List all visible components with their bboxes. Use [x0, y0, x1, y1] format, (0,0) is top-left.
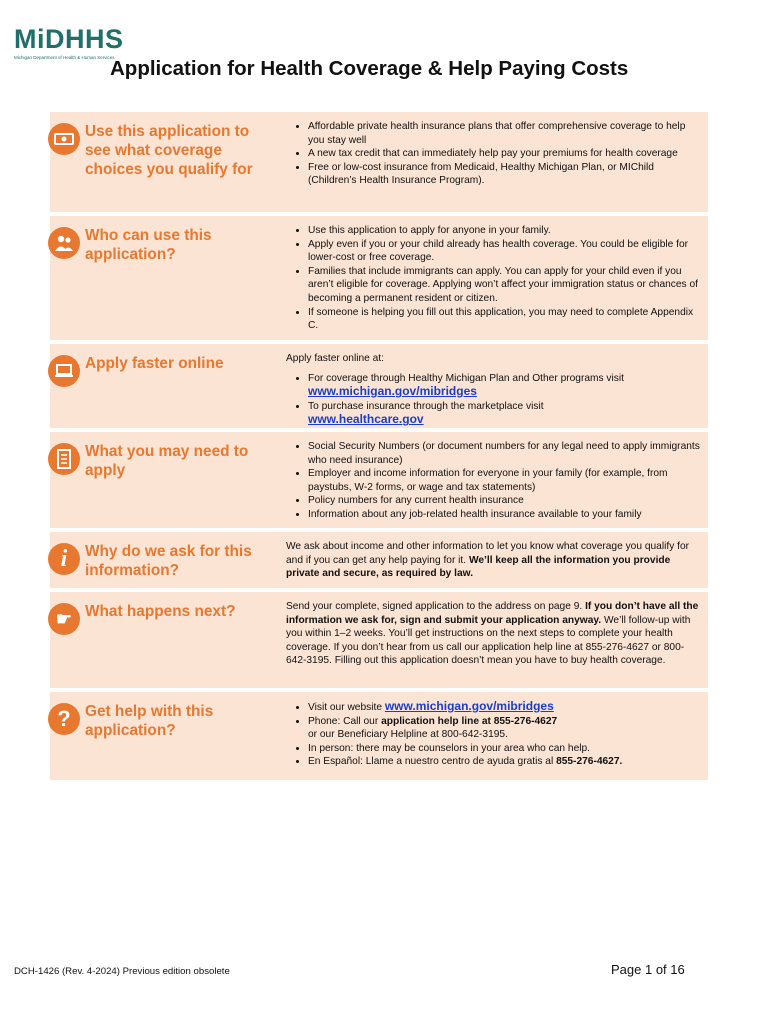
section-text-bold: We’ll keep all the information you provide private and secure, as required by law.: [286, 554, 671, 580]
section-who-can-use: [50, 216, 708, 340]
section-body: [282, 432, 708, 528]
section-body: [282, 692, 708, 780]
list-item: • Families that include immigrants can apply. You can apply for your child even if you aren’t eligible for coverage. Applying won’t affect your immigration status or chances of becoming a permanent resident or citizen.: [308, 265, 700, 306]
pointing-hand-icon: ☛: [48, 603, 80, 635]
mibridges-link[interactable]: www.michigan.gov/mibridges: [308, 384, 477, 399]
section-what-next: [50, 592, 708, 688]
item-text: To purchase insurance through the marketplace visit: [308, 400, 544, 412]
list-item: • Policy numbers for any current health insurance: [308, 494, 700, 508]
item-text-bold: application help line at 855-276-4627: [381, 715, 558, 727]
item-text: En Español: Llame a nuestro centro de ayuda gratis al: [308, 756, 554, 768]
section-body: [282, 344, 708, 428]
list-item: • In person: there may be counselors in your area who can help.: [308, 742, 700, 756]
page-number: Page 1 of 16: [611, 962, 685, 977]
list-item: [308, 755, 700, 769]
list-item: • If someone is helping you fill out this application, you may need to complete Appendix C.: [308, 306, 700, 333]
section-why-ask: [50, 532, 708, 588]
question-icon: ?: [48, 703, 80, 735]
section-header: [50, 592, 282, 688]
section-text: We ask about income and other information to let you know what coverage you qualify for and if you can get any help paying for it.: [286, 541, 690, 566]
section-heading: What you may need to apply: [85, 443, 249, 479]
money-bill-icon: [48, 123, 80, 155]
page-title: Application for Health Coverage & Help Paying Costs: [110, 57, 629, 80]
list-item: • Social Security Numbers (or document numbers for any legal need to apply immigrants who need insurance): [308, 440, 700, 467]
list-item: • A new tax credit that can immediately help pay your premiums for health coverage: [308, 147, 700, 161]
computer-icon: [48, 355, 80, 387]
section-lead: Apply faster online at:: [286, 353, 384, 364]
mdhhs-logo: MiDHHS: [14, 24, 124, 54]
section-heading: Why do we ask for this information?: [85, 543, 252, 579]
list-item: • Affordable private health insurance plans that offer comprehensive coverage to help you stay well: [308, 120, 700, 147]
list-item: • Information about any job-related health insurance available to your family: [308, 508, 700, 522]
mdhhs-logo-subtitle: Michigan Department of Health & Human Services: [14, 55, 115, 60]
list-item: • Use this application to apply for anyone in your family.: [308, 224, 700, 238]
section-heading: Get help with this application?: [85, 703, 214, 739]
section-body: [282, 532, 708, 588]
section-get-help: [50, 692, 708, 780]
section-coverage-choices: [50, 112, 708, 212]
list-item: [308, 400, 700, 428]
item-text: Phone: Call our: [308, 715, 379, 727]
section-heading: Apply faster online: [85, 355, 224, 372]
list-item: • Employer and income information for everyone in your family (for example, from paystubs, W-2 forms, or wage and tax statements): [308, 467, 700, 494]
list-item: • Free or low-cost insurance from Medicaid, Healthy Michigan Plan, or MIChild (Children’s Health Insurance Program).: [308, 161, 700, 188]
section-text-bold: If you don’t have all the information we ask for, sign and submit your application anyway.: [286, 601, 699, 626]
section-body: [282, 112, 708, 212]
mibridges-help-link[interactable]: www.michigan.gov/mibridges: [384, 699, 554, 713]
section-heading: Use this application to see what coverage choices you qualify for: [85, 123, 253, 178]
item-text: or our Beneficiary Helpline at 800-642-3195.: [308, 729, 508, 741]
list-item: • Apply even if you or your child already has health coverage. You could be eligible for lower-cost or free coverage.: [308, 238, 700, 265]
section-heading: What happens next?: [85, 603, 236, 620]
section-apply-online: [50, 344, 708, 428]
section-header: [50, 532, 282, 588]
section-body: [282, 216, 708, 340]
item-text: Visit our website: [308, 702, 382, 713]
list-item: [308, 715, 700, 742]
item-text: For coverage through Healthy Michigan Plan and Other programs visit: [308, 372, 624, 384]
section-header: [50, 344, 282, 428]
document-icon: [48, 443, 80, 475]
section-heading: Who can use this application?: [85, 227, 212, 263]
list-item: [308, 700, 700, 715]
section-header: [50, 216, 282, 340]
section-what-you-need: [50, 432, 708, 528]
info-table: [50, 112, 708, 784]
form-id: DCH-1426 (Rev. 4-2024) Previous edition obsolete: [14, 966, 230, 977]
section-body: [282, 592, 708, 688]
item-text-bold: 855-276-4627.: [556, 756, 623, 768]
people-icon: [48, 227, 80, 259]
section-header: [50, 692, 282, 780]
list-item: [308, 372, 700, 400]
info-icon: i: [48, 543, 80, 575]
healthcare-gov-link[interactable]: www.healthcare.gov: [308, 412, 424, 427]
section-text: Send your complete, signed application to the address on page 9.: [286, 601, 583, 612]
section-header: [50, 112, 282, 212]
section-header: [50, 432, 282, 528]
section-text: We’ll follow-up with you within 1–2 weeks. You’ll get instructions on the next steps to complete your health coverage. If you don’t hear from us call our application help line at 855-276-4627 or 800-642-3195. Filling out this application doesn’t mean you have to buy health coverage.: [286, 614, 691, 667]
